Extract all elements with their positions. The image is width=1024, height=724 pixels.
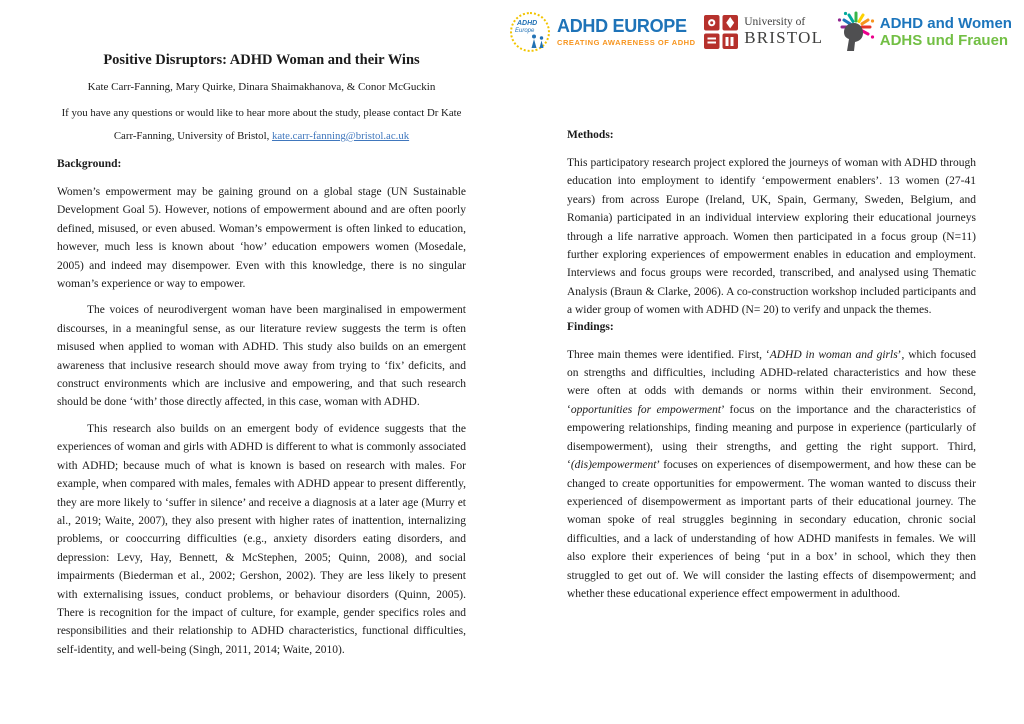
background-paragraph-1: Women’s empowerment may be gaining ground on a global stage (UN Sustainable Development Goal 5). However, notions of empowerment abound and are often poorly defined, misused, or even abused. Woman’s empowerment is often linked to education, however, much less is known about ‘how’ education empowers women (Mosedale, 2005) and indeed may disempower. Even with this knowledge, there is no singular woman’s experience or way to empower. [57,186,466,291]
text-run: ’, which focused on strengths and difficulties, including ADHD-related characteristics and how these were often at odds with demands or norms within their environment. Second, ‘ [567,348,976,416]
adhd-europe-subtitle: CREATING AWARENESS OF ADHD [557,38,696,47]
emblem-text-europe: Europe [515,28,535,34]
adhd-women-line2: ADHS und Frauen [879,32,1009,49]
right-column [567,128,976,603]
text-run: Three main themes were identified. First, ‘ [567,348,770,361]
text-run: ’ focuses on experiences of disempowerment, and how these can be changed to create opportunities for empowerment. The woman wanted to discuss their experienced of disempowerment as important parts of their educational journey. The woman spoke of real struggles beginning in secondary education, chronic social difficulties, and a lack of understanding of how ADHD manifests in females. We will also explore their experiences of being ‘put in a box’ in school, which they then struggled to get out of. We will consider the lasting effects of disempowerment; and whether these educational experience effect empowerment in adulthood. [567,459,976,600]
adhd-europe-emblem-icon [510,12,550,52]
italic-run: (dis)empowerment [570,459,657,472]
methods-paragraph: This participatory research project explored the journeys of woman with ADHD through education into employment to identify ‘empowerment enablers’. 13 women (27-41 years) from across Europe (Ireland, UK, Spain, Germany, Sweden, Belgium, and Romania) participated in an individual interview exploring their educational journeys through a life narrative approach. Women then participated in a focus group (N=11) further exploring experiences of empowerment enables in education and employment. Interviews and focus groups were recorded, transcribed, and analysed using Thematic Analysis (Braun & Clarke, 2006). A co-construction workshop included participants and a wider group of women with ADHD (N= 20) to verify and unpack the themes. [567,157,976,317]
left-column [57,52,466,659]
adhd-europe-wordmark [557,17,696,47]
rainbow-head-icon [832,9,876,55]
contact-note [57,102,466,148]
italic-run: opportunities for empowerment [570,403,722,416]
adhd-europe-logo [510,12,696,52]
background-paragraph-2: The voices of neurodivergent woman have been marginalised in empowerment discourses, in a meaningful sense, as our literature review suggests the term is often misused when applied to woman with ADHD. This study also builds on an emergent awareness that inclusive research should move away from trying to ‘fix’ deficits, and construct environments which are inclusive and empowering, and that such research should be done ‘with’ those directly affected, in this case, woman with ADHD. [57,304,466,409]
text-run: If you have any questions or would like to hear more about the study, please contact Dr Kate Carr-Fanning, University of Bristol, [61,107,462,142]
bristol-line1: University of [744,16,806,29]
background-heading: Background: [57,158,122,170]
findings-paragraph [567,346,976,604]
university-of-bristol-logo [704,15,823,49]
text-run: ’ focus on the importance and the characteristics of empowering relationships, finding meaning and purpose in experience (particularly of disempowerment), using their strengths, and getting the right support. Third, ‘ [567,403,976,472]
adhd-women-wordmark [880,15,1012,50]
background-paragraph-3: This research also builds on an emergent body of evidence suggests that the experiences of woman and girls with ADHD is different to what is commonly associated with ADHD; because much of what is known is based on research with males. For example, when compared with males, females with ADHD appear to present differently, they are more likely to ‘suffer in silence’ and receive a diagnosis at a later age (Murry et al., 2019; Waite, 2007), they also present with higher rates of inattention, internalizing problems, or cooccurring difficulties (e.g., anxiety disorders eating disorders, and depression: Levy, Hay, Bennett, & McStephen, 2005; Quinn, 2008), and social impairments (Biederman et al., 2002; Gershon, 2002). They are less likely to present with externalising issues, conduct problems, or behaviour disorders (Quinn, 2005). There is recognition for the impact of culture, for example, gender specifics roles and responsibilities and their relationship to ADHD characteristics, functional difficulties, self-identity, and well-being (Singh, 2011, 2014; Waite, 2010). [57,422,466,656]
bristol-crest-icon [704,15,738,49]
italic-run: ADHD in woman and girls [769,348,898,361]
findings-heading: Findings: [567,320,614,333]
emblem-text-adhd: ADHD [517,20,538,27]
methods-heading: Methods: [567,129,614,141]
adhd-europe-title: ADHD EUROPE [557,16,687,36]
logo-bar [510,8,1012,56]
adhd-and-women-logo [832,9,1012,55]
authors-line: Kate Carr-Fanning, Mary Quirke, Dinara Shaimakhanova, & Conor McGuckin [87,81,436,93]
page-title: Positive Disruptors: ADHD Woman and their Wins [103,52,420,68]
people-icon [529,34,547,49]
bristol-line2: BRISTOL [744,27,824,47]
adhd-women-line1: ADHD and Women [879,14,1012,32]
email-link[interactable]: kate.carr-fanning@bristol.ac.uk [271,130,410,142]
bristol-wordmark [744,16,823,47]
